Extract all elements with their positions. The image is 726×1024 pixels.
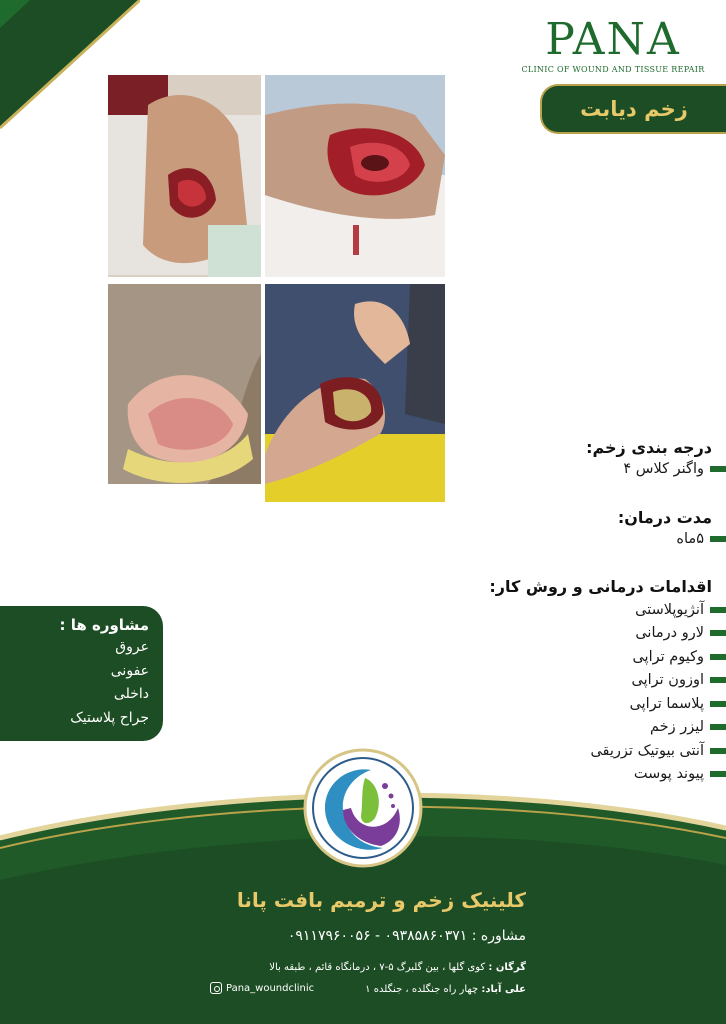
address-text: چهار راه جنگلده ، جنگلده ۱ (365, 984, 482, 995)
treatment-item (426, 692, 726, 716)
treatment-label: اوزون تراپی (631, 672, 704, 689)
treatments-heading: اقدامات درمانی و روش کار: (489, 577, 712, 596)
address-label: گرگان : (488, 962, 526, 973)
clinic-emblem (303, 748, 423, 868)
consultation-item: داخلی (113, 686, 149, 702)
footer-instagram[interactable] (210, 982, 314, 994)
bullet-bar (710, 630, 726, 636)
brand-logo (518, 14, 708, 74)
duration-value: ۵ماه (676, 530, 704, 547)
instagram-icon (210, 982, 222, 994)
grading-section (426, 438, 726, 481)
address-label: علی آباد: (481, 984, 526, 995)
duration-section (426, 508, 726, 551)
treatment-label: آنژیوپلاستی (635, 601, 704, 618)
treatment-item (426, 622, 726, 646)
treatment-label: پیوند پوست (633, 766, 704, 783)
consultation-item: جراح پلاستیک (70, 709, 149, 726)
instagram-handle: Pana_woundclinic (226, 982, 315, 994)
duration-heading: مدت درمان: (617, 508, 712, 527)
wound-photo-4 (265, 284, 445, 502)
bullet-bar (710, 677, 726, 683)
treatment-label: لارو درمانی (635, 625, 704, 642)
bullet-bar (710, 607, 726, 613)
footer-address-aliabad (365, 984, 526, 995)
consultations-heading: مشاوره ها : (59, 616, 149, 634)
footer-address-gorgan (269, 962, 526, 973)
treatment-label: وکیوم تراپی (632, 648, 704, 665)
consultation-item: عفونی (110, 662, 149, 679)
consultation-item: عروق (115, 639, 149, 655)
bullet-bar (710, 466, 726, 472)
wound-photo-2 (265, 75, 445, 277)
brand-name: PANA (545, 14, 681, 65)
bullet-bar (710, 536, 726, 542)
footer-clinic-name: کلینیک زخم و ترمیم بافت پانا (236, 888, 526, 912)
treatment-item (426, 716, 726, 740)
treatment-label: آنتی بیوتیک تزریقی (590, 742, 704, 759)
treatments-section (426, 577, 726, 786)
treatment-item (426, 669, 726, 693)
treatment-item (426, 645, 726, 669)
consultations-box (0, 606, 163, 741)
bullet-bar (710, 724, 726, 730)
treatment-label: پلاسما تراپی (629, 695, 704, 712)
wound-photo-3 (108, 284, 261, 502)
grading-item (426, 457, 726, 481)
brand-subtitle: CLINIC OF WOUND AND TISSUE REPAIR (521, 65, 705, 74)
footer-phone: مشاوره : ۰۹۳۸۵۸۶۰۳۷۱ - ۰۹۱۱۷۹۶۰۰۵۶ (287, 928, 526, 944)
treatment-item (426, 598, 726, 622)
grading-heading: درجه بندی زخم: (586, 438, 712, 457)
treatment-item (426, 739, 726, 763)
page-title-pill (540, 84, 726, 134)
bullet-bar (710, 654, 726, 660)
bullet-bar (710, 701, 726, 707)
address-text: کوی گلها ، بین گلبرگ ۵-۷ ، درمانگاه قائم ، طبقه بالا (269, 962, 489, 973)
duration-item (426, 527, 726, 551)
grading-value: واگنر کلاس ۴ (623, 460, 704, 477)
page-title: زخم دیابت (580, 97, 688, 121)
wound-photo-1 (108, 75, 261, 277)
bullet-bar (710, 748, 726, 754)
treatment-label: لیزر زخم (649, 719, 704, 736)
